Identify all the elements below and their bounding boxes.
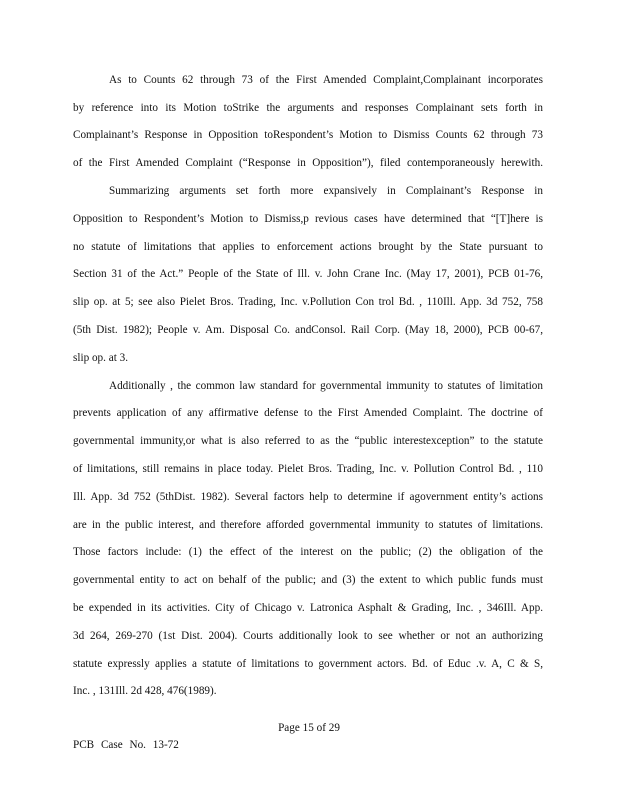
body-line: Inc. , 131Ill. 2d 428, 476(1989). <box>73 685 217 697</box>
body-line: Section 31 of the Act.” People of the State of Ill. v. John Crane Inc. (May 17, 2001), PCB 01-76, <box>73 268 543 280</box>
body-line: 3d 264, 269-270 (1st Dist. 2004). Courts additionally look to see whether or not an authorizing <box>73 630 543 642</box>
body-line: no statute of limitations that applies to enforcement actions brought by the State pursuant to <box>73 241 543 253</box>
body-line: prevents application of any affirmative defense to the First Amended Complaint. The doctrine of <box>73 407 543 419</box>
body-line: Opposition to Respondent’s Motion to Dismiss,p revious cases have determined that “[T]here is <box>73 213 543 225</box>
body-line: governmental entity to act on behalf of the public; and (3) the extent to which public funds must <box>73 574 543 586</box>
body-line: of the First Amended Complaint (“Response in Opposition”), filed contemporaneously herewith. <box>73 157 543 169</box>
body-line: slip op. at 3. <box>73 352 129 364</box>
body-line: Additionally , the common law standard for governmental immunity to statutes of limitation <box>109 380 543 392</box>
body-line: (5th Dist. 1982); People v. Am. Disposal Co. andConsol. Rail Corp. (May 18, 2000), PCB 00-67, <box>73 324 543 336</box>
body-line: Complainant’s Response in Opposition toRespondent’s Motion to Dismiss Counts 62 through 73 <box>73 129 543 141</box>
body-line: Ill. App. 3d 752 (5thDist. 1982). Several factors help to determine if agovernment entity’s actions <box>73 491 543 503</box>
body-line: are in the public interest, and therefore afforded governmental immunity to statutes of limitations. <box>73 519 543 531</box>
case-number: PCB Case No. 13-72 <box>73 739 179 751</box>
body-line: Those factors include: (1) the effect of the interest on the public; (2) the obligation of the <box>73 546 543 558</box>
body-line: statute expressly applies a statute of limitations to government actors. Bd. of Educ .v. A, C & S, <box>73 658 543 670</box>
body-line: by reference into its Motion toStrike the arguments and responses Complainant sets forth in <box>73 102 543 114</box>
body-line: As to Counts 62 through 73 of the First Amended Complaint,Complainant incorporates <box>109 74 543 86</box>
body-line: be expended in its activities. City of Chicago v. Latronica Asphalt & Grading, Inc. , 346Ill. App. <box>73 602 543 614</box>
body-line: Summarizing arguments set forth more expansively in Complainant’s Response in <box>109 185 543 197</box>
body-line: governmental immunity,or what is also referred to as the “public interestexception” to the statute <box>73 435 543 447</box>
body-line: slip op. at 5; see also Pielet Bros. Trading, Inc. v.Pollution Con trol Bd. , 110Ill. App. 3d 752, 758 <box>73 296 543 308</box>
page-number: Page 15 of 29 <box>278 722 340 734</box>
body-line: of limitations, still remains in place today. Pielet Bros. Trading, Inc. v. Pollution Control Bd. , 110 <box>73 463 543 475</box>
